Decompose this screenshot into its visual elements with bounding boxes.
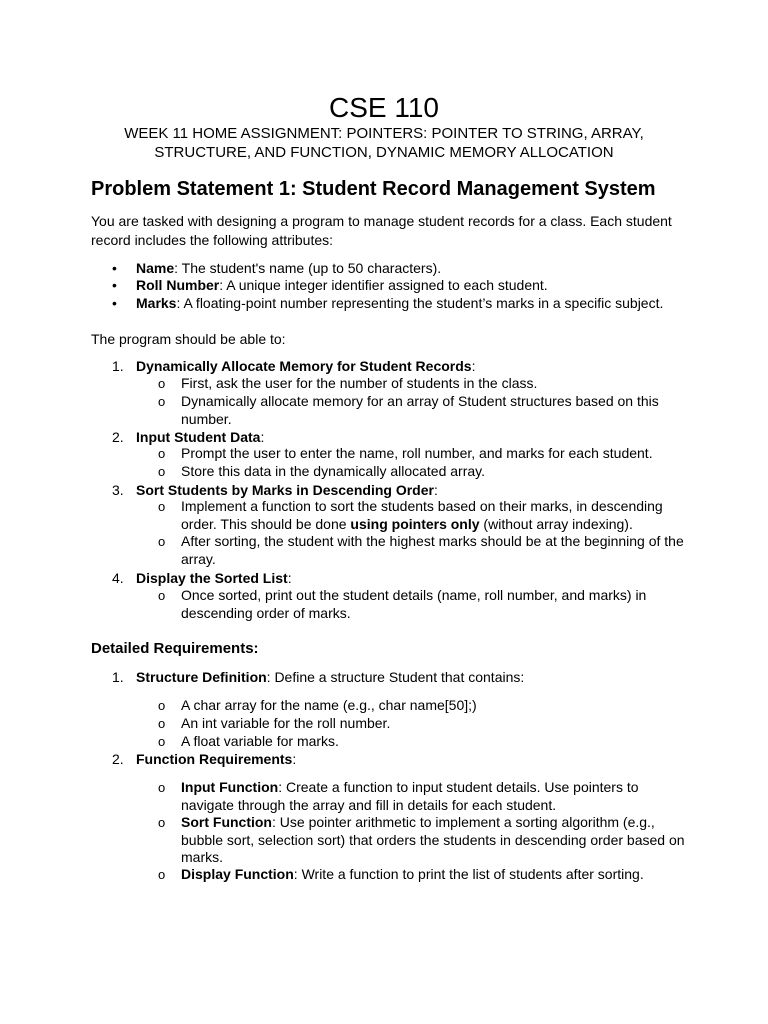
bullet-icon: •: [112, 260, 117, 276]
sub-item: Dynamically allocate memory for an array of Student structures based on this number.: [181, 393, 659, 427]
step-title-sort: Sort Students by Marks in Descending Order:: [136, 482, 438, 498]
requirement-functions: Function Requirements:: [136, 751, 297, 767]
able-to-text: The program should be able to:: [91, 331, 286, 347]
attribute-roll-number: [136, 276, 548, 294]
sub-item: Prompt the user to enter the name, roll number, and marks for each student.: [181, 445, 653, 461]
sub-item: A float variable for marks.: [181, 733, 339, 749]
sub-item-sort-function: Sort Function: Use pointer arithmetic to implement a sorting algorithm (e.g., bubble sort, selection sort) that orders the students in descending order based on marks.: [181, 814, 685, 865]
circle-bullet-icon: o: [158, 815, 166, 830]
sub-item: After sorting, the student with the highest marks should be at the beginning of the array.: [181, 533, 684, 567]
sub-item: A char array for the name (e.g., char name[50];): [181, 697, 477, 713]
step-number: 2.: [112, 429, 124, 445]
circle-bullet-icon: o: [158, 588, 166, 603]
sub-item: Once sorted, print out the student details (name, roll number, and marks) in descending order of marks.: [181, 587, 647, 621]
sub-item: First, ask the user for the number of students in the class.: [181, 375, 538, 391]
circle-bullet-icon: o: [158, 534, 166, 549]
circle-bullet-icon: o: [158, 499, 166, 514]
subtitle-line-2: STRUCTURE, AND FUNCTION, DYNAMIC MEMORY ALLOCATION: [154, 143, 614, 161]
step-title-allocate: Dynamically Allocate Memory for Student Records:: [136, 358, 476, 374]
requirement-structure: Structure Definition: Define a structure Student that contains:: [136, 669, 525, 685]
attribute-desc: : A unique integer identifier assigned to each student.: [219, 277, 548, 293]
requirements-heading: Detailed Requirements:: [91, 640, 259, 657]
sub-item-display-function: Display Function: Write a function to print the list of students after sorting.: [181, 866, 644, 882]
intro-line-1: You are tasked with designing a program to manage student records for a class. Each student: [91, 213, 672, 229]
circle-bullet-icon: o: [158, 394, 166, 409]
problem-heading: Problem Statement 1: Student Record Management System: [91, 178, 656, 200]
step-title-display: Display the Sorted List:: [136, 570, 292, 586]
circle-bullet-icon: o: [158, 376, 166, 391]
circle-bullet-icon: o: [158, 716, 166, 731]
circle-bullet-icon: o: [158, 464, 166, 479]
attribute-term: Name: [136, 260, 175, 276]
intro-line-2: record includes the following attributes:: [91, 231, 334, 248]
circle-bullet-icon: o: [158, 698, 166, 713]
sub-item: Implement a function to sort the students based on their marks, in descending order. This should be done using pointers only (without array indexing).: [181, 498, 663, 532]
bullet-icon: •: [112, 277, 117, 293]
assignment-subtitle: [0, 125, 768, 162]
intro-paragraph: [91, 212, 672, 249]
sub-item: Store this data in the dynamically allocated array.: [181, 463, 486, 479]
sub-item-input-function: Input Function: Create a function to input student details. Use pointers to navigate through the array and fill in details for each student.: [181, 779, 639, 813]
attribute-marks: [136, 294, 663, 312]
attribute-term: Roll Number: [136, 277, 220, 293]
circle-bullet-icon: o: [158, 734, 166, 749]
attribute-name: [136, 259, 441, 277]
sub-item: An int variable for the roll number.: [181, 715, 391, 731]
attribute-desc: : A floating-point number representing the student’s marks in a specific subject.: [176, 295, 664, 311]
requirement-number: 2.: [112, 751, 124, 767]
step-title-input: Input Student Data:: [136, 429, 265, 445]
step-number: 1.: [112, 358, 124, 374]
requirement-number: 1.: [112, 669, 124, 685]
attribute-term: Marks: [136, 295, 177, 311]
circle-bullet-icon: o: [158, 867, 166, 882]
bullet-icon: •: [112, 295, 117, 311]
attribute-desc: : The student's name (up to 50 characters).: [174, 260, 442, 276]
step-number: 4.: [112, 570, 124, 586]
circle-bullet-icon: o: [158, 780, 166, 795]
subtitle-line-1: WEEK 11 HOME ASSIGNMENT: POINTERS: POINTER TO STRING, ARRAY,: [124, 125, 644, 142]
step-number: 3.: [112, 482, 124, 498]
course-title: CSE 110: [329, 92, 439, 123]
circle-bullet-icon: o: [158, 446, 166, 461]
